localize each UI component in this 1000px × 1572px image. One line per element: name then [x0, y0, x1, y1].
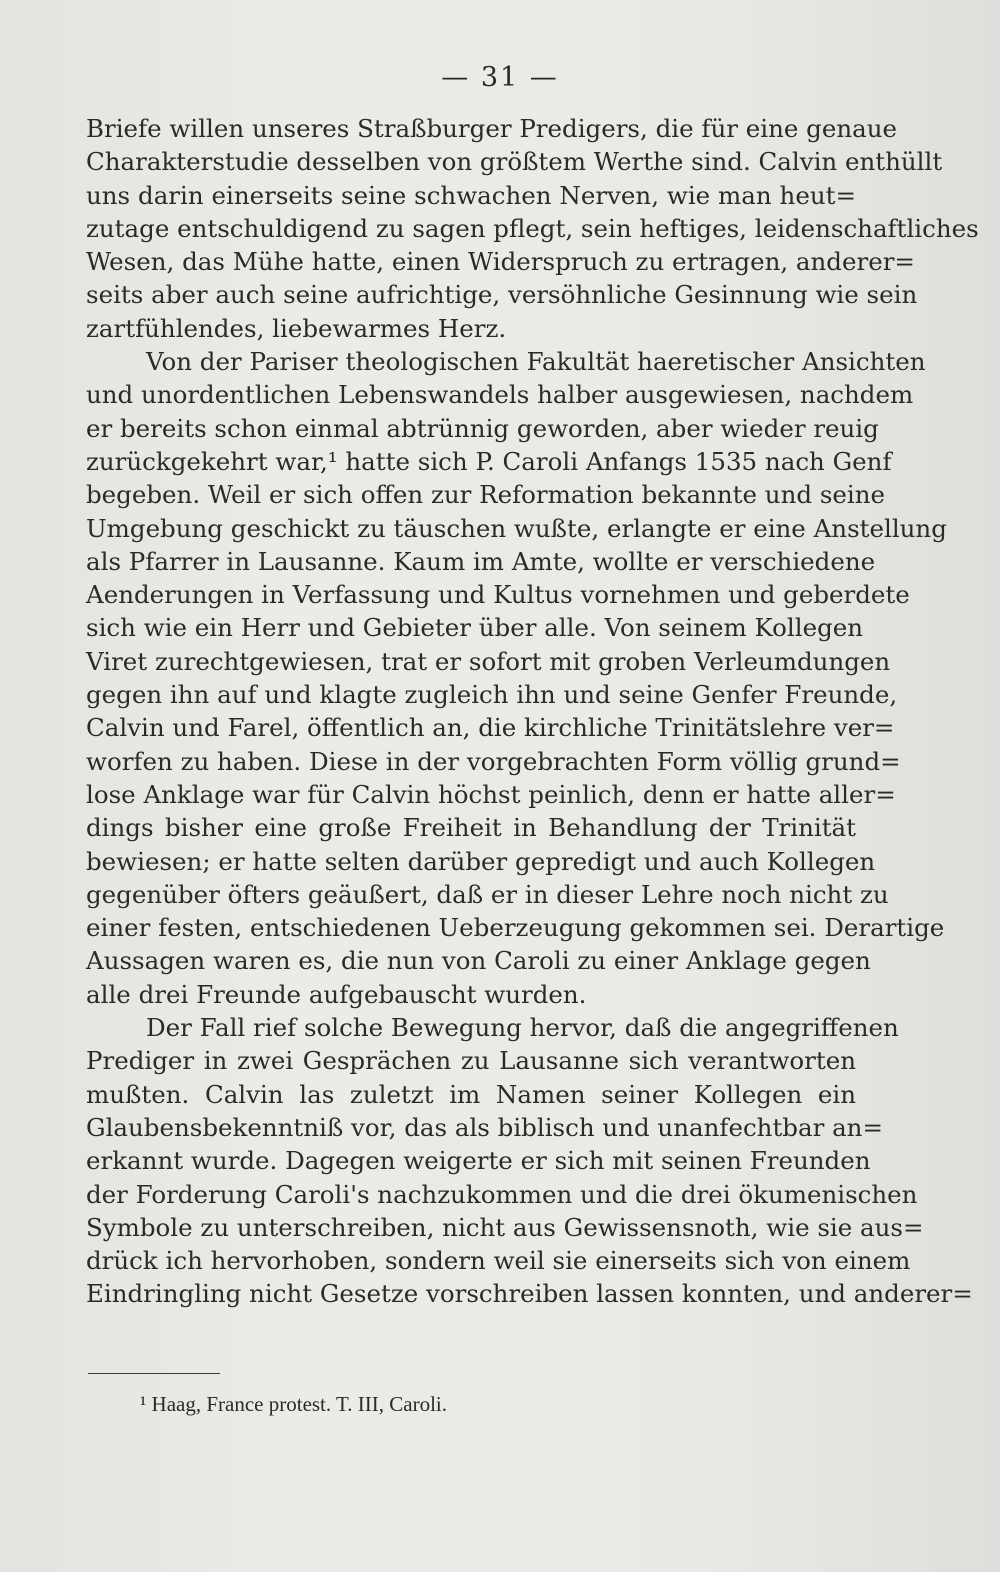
text-line: begeben. Weil er sich offen zur Reformation bekannte und seine — [86, 480, 886, 510]
text-line: lose Anklage war für Calvin höchst peinlich, denn er hatte aller= — [86, 779, 896, 809]
text-line: Charakterstudie desselben von größtem Werthe sind. Calvin enthüllt — [86, 147, 943, 177]
text-line: seits aber auch seine aufrichtige, versöhnliche Gesinnung wie sein — [86, 280, 918, 310]
text-line: und unordentlichen Lebenswandels halber ausgewiesen, nachdem — [86, 380, 914, 410]
text-line: Viret zurechtgewiesen, trat er sofort mit groben Verleumdungen — [86, 646, 891, 676]
text-line: alle drei Freunde aufgebauscht wurden. — [86, 979, 587, 1009]
page-number: — 31 — — [441, 62, 559, 93]
text-line: drück ich hervorhoben, sondern weil sie einerseits sich von einem — [86, 1246, 911, 1276]
text-line: erkannt wurde. Dagegen weigerte er sich mit seinen Freunden — [86, 1146, 871, 1176]
text-line: Symbole zu unterschreiben, nicht aus Gewissensnoth, wie sie aus= — [86, 1212, 924, 1242]
text-line: mußten. Calvin las zuletzt im Namen seiner Kollegen ein — [86, 1079, 856, 1109]
text-line: Umgebung geschickt zu täuschen wußte, erlangte er eine Anstellung — [86, 513, 947, 543]
text-line: Calvin und Farel, öffentlich an, die kirchliche Trinitätslehre ver= — [86, 713, 895, 743]
text-line: Glaubensbekenntniß vor, das als biblisch und unanfechtbar an= — [86, 1112, 883, 1142]
text-line: einer festen, entschiedenen Ueberzeugung gekommen sei. Derartige — [86, 913, 945, 943]
text-line: bewiesen; er hatte selten darüber gepredigt und auch Kollegen — [86, 846, 876, 876]
text-line: Aenderungen in Verfassung und Kultus vornehmen und geberdete — [86, 580, 910, 610]
text-line: zurückgekehrt war,¹ hatte sich P. Caroli Anfangs 1535 nach Genf — [86, 446, 892, 476]
text-line: dings bisher eine große Freiheit in Behandlung der Trinität — [86, 813, 856, 843]
body-text — [86, 112, 979, 1311]
text-line: er bereits schon einmal abtrünnig geworden, aber wieder reuig — [86, 413, 879, 443]
text-line: der Forderung Caroli's nachzukommen und die drei ökumenischen — [86, 1179, 918, 1209]
text-line: worfen zu haben. Diese in der vorgebrachten Form völlig grund= — [86, 746, 901, 776]
footnote: ¹ Haag, France protest. T. III, Caroli. — [140, 1392, 448, 1416]
text-line: uns darin einerseits seine schwachen Nerven, wie man heut= — [86, 180, 856, 210]
text-line: als Pfarrer in Lausanne. Kaum im Amte, wollte er verschiedene — [86, 546, 876, 576]
text-line: zutage entschuldigend zu sagen pflegt, sein heftiges, leidenschaftliches — [86, 213, 979, 243]
text-line: gegenüber öfters geäußert, daß er in dieser Lehre noch nicht zu — [86, 879, 889, 909]
text-line: Eindringling nicht Gesetze vorschreiben lassen konnten, und anderer= — [86, 1279, 973, 1309]
text-line: sich wie ein Herr und Gebieter über alle. Von seinem Kollegen — [86, 613, 864, 643]
text-line: Briefe willen unseres Straßburger Predigers, die für eine genaue — [86, 114, 897, 143]
text-line: Von der Pariser theologischen Fakultät haeretischer Ansichten — [146, 347, 926, 377]
text-line: Wesen, das Mühe hatte, einen Widerspruch zu ertragen, anderer= — [86, 247, 915, 277]
text-line: Prediger in zwei Gesprächen zu Lausanne sich verantworten — [86, 1046, 856, 1076]
text-line: Der Fall rief solche Bewegung hervor, daß die angegriffenen — [146, 1013, 899, 1043]
text-line: zartfühlendes, liebewarmes Herz. — [86, 313, 507, 343]
text-line: gegen ihn auf und klagte zugleich ihn und seine Genfer Freunde, — [86, 680, 898, 710]
text-line: Aussagen waren es, die nun von Caroli zu einer Anklage gegen — [86, 946, 871, 976]
footnote-divider — [88, 1373, 220, 1374]
